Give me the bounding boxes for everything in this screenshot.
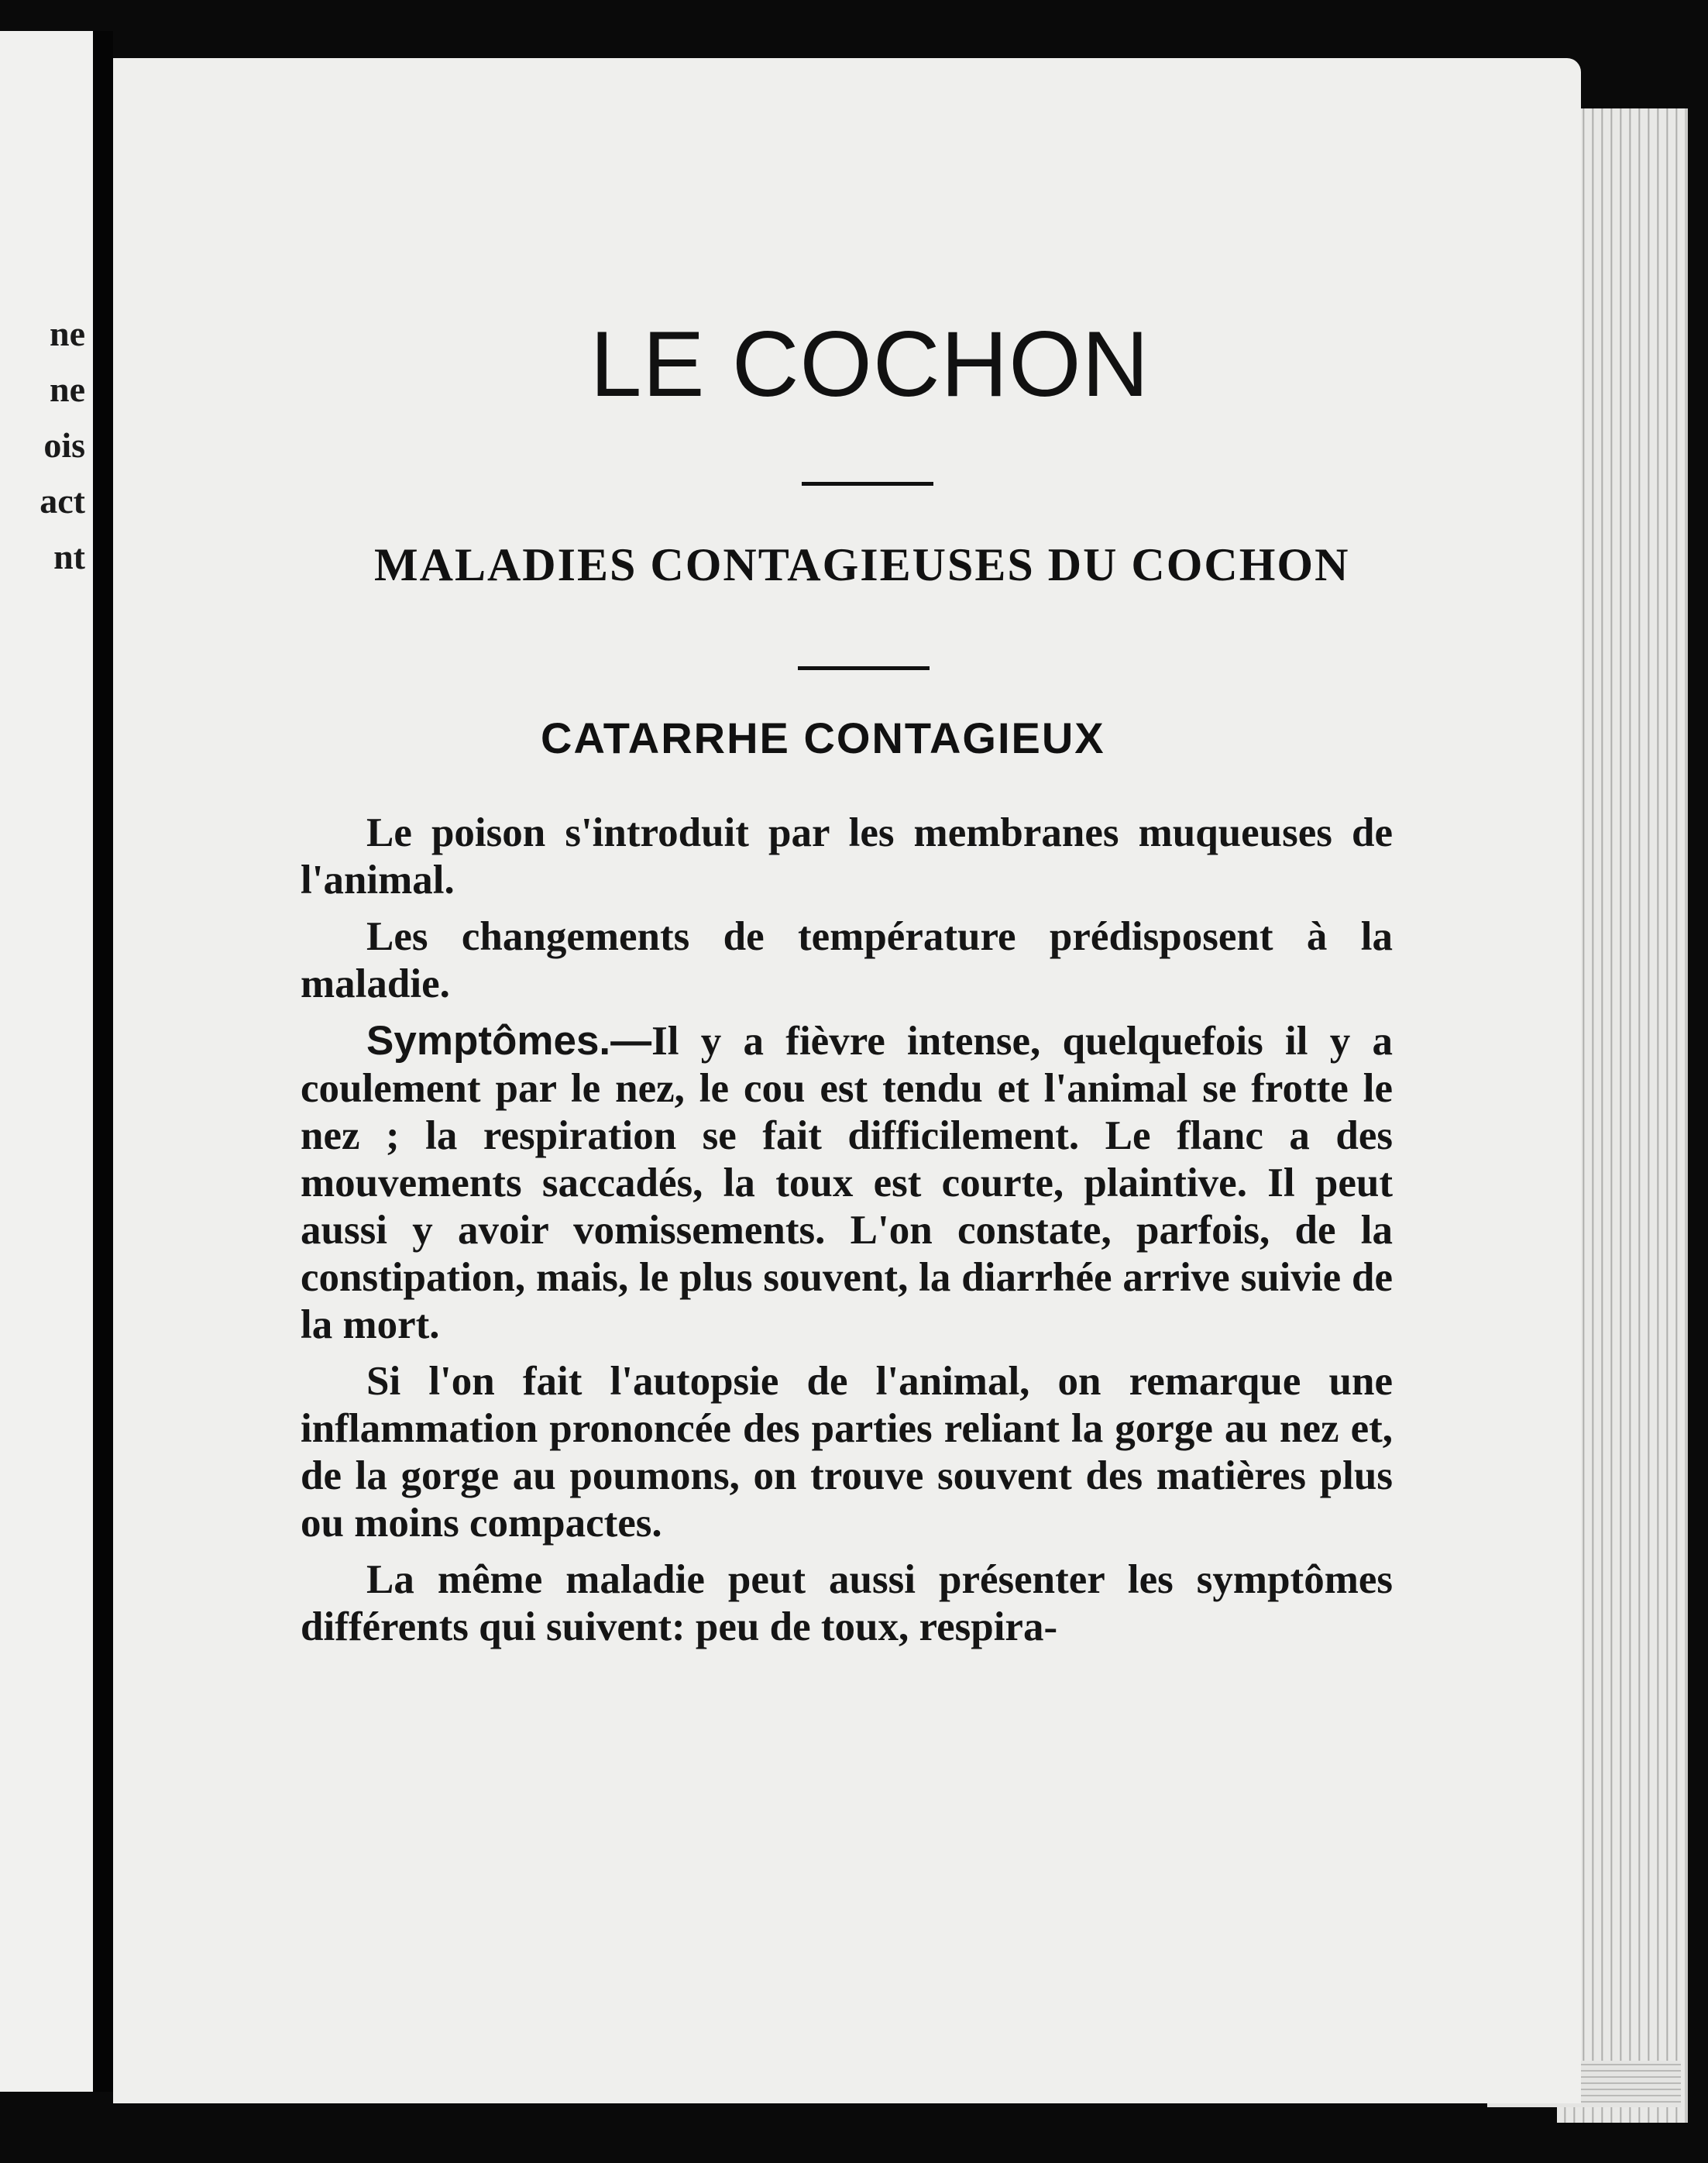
left-fragment: ne [50,370,85,409]
left-fragment: nt [53,537,85,576]
book-page [113,58,1581,2103]
paragraph-text: Le poison s'introduit par les membranes muqueuses de l'animal. [301,810,1393,903]
paragraph-text: La même maladie peut aussi présenter les symptômes différents qui suivent: peu de toux, respira- [301,1557,1393,1649]
book-gutter [93,31,113,2092]
title-divider [802,482,933,486]
subsection-title: CATARRHE CONTAGIEUX [541,714,1105,762]
left-fragment: ne [50,314,85,353]
body-text [301,810,1393,1660]
paragraph-text: Les changements de température prédisposent à la maladie. [301,914,1393,1006]
paragraph [301,810,1393,904]
chapter-title: LE COCHON [589,312,1150,416]
left-fragment: ois [43,425,85,465]
section-divider [798,666,930,670]
left-page-text-fragments [0,306,85,585]
left-fragment: act [40,481,85,521]
paragraph [301,1358,1393,1547]
paragraph-lead: Symptômes.— [366,1018,652,1064]
paragraph-text: Il y a fièvre intense, quelquefois il y a coulement par le nez, le cou est tendu et l'animal se frotte le nez ; la respiration se fait difficilement. Le flanc a des mouvements saccadés, la toux est courte, plaintive. Il peut aussi y avoir vomissements. L'on constate, parfois, de la constipation, mais, le plus souvent, la diarrhée arrive suivie de la mort. [301,1019,1393,1347]
paragraph-text: Si l'on fait l'autopsie de l'animal, on remarque une inflammation prononcée des parties reliant la gorge au nez et, de la gorge au poumons, on trouve souvent des matières plus ou moins compactes. [301,1359,1393,1546]
left-facing-page [0,31,93,2092]
paragraph [301,1556,1393,1651]
section-title: MALADIES CONTAGIEUSES DU COCHON [374,539,1350,590]
paragraph [301,1017,1393,1349]
paragraph [301,913,1393,1008]
